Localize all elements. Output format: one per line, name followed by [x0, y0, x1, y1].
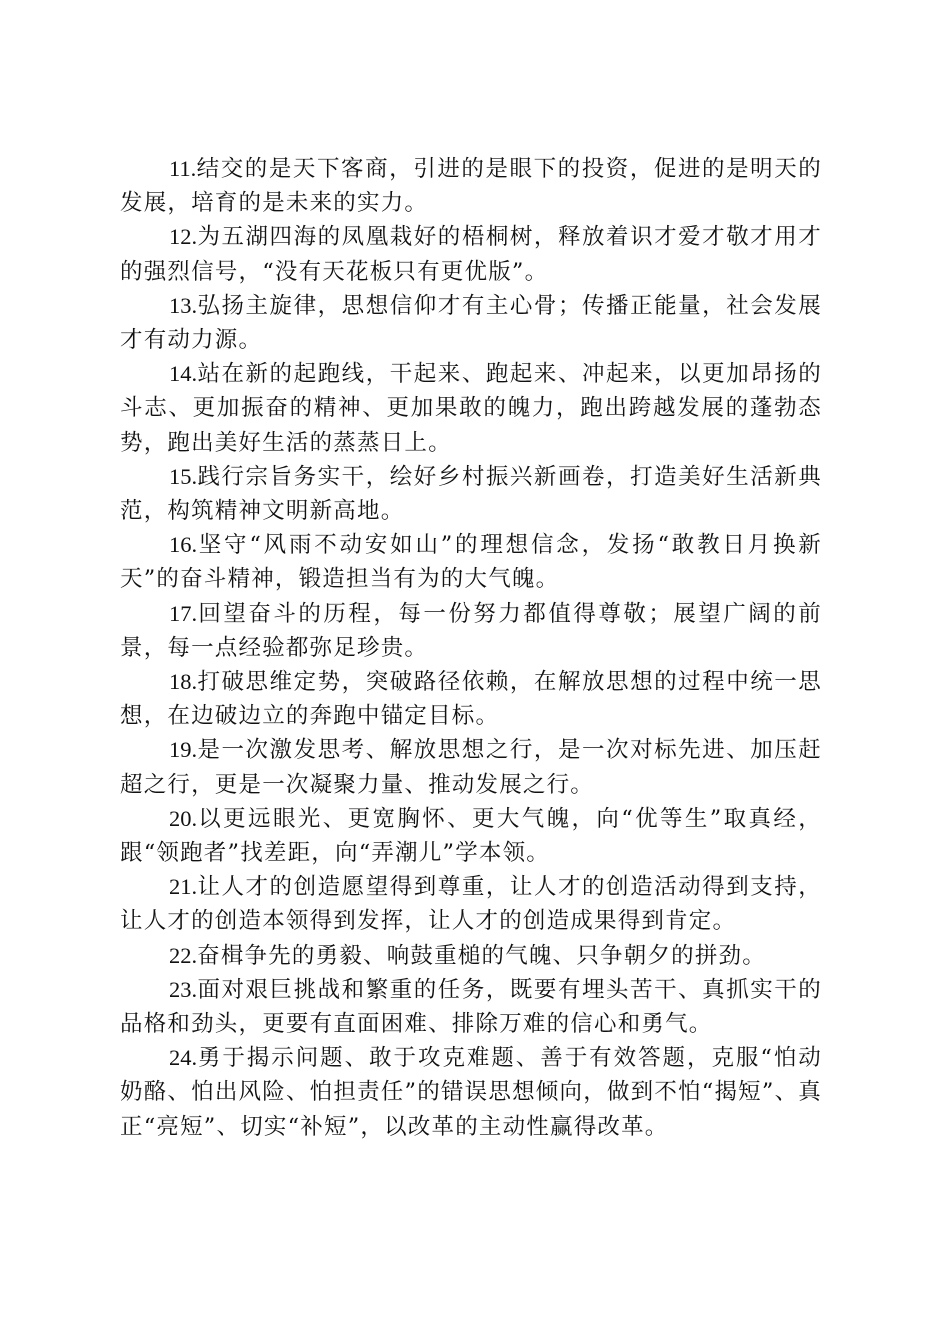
- paragraph-text: 勇于揭示问题、敢于攻克难题、善于有效答题，克服“怕动奶酪、怕出风险、怕担责任”的错误思想倾向，做到不怕“揭短”、真正“亮短”、切实“补短”，以改革的主动性赢得改革。: [120, 1045, 822, 1140]
- paragraph-number: 24.: [169, 1045, 198, 1071]
- paragraph-number: 20.: [169, 805, 198, 831]
- paragraph-number: 13.: [169, 292, 198, 318]
- paragraph-17: [120, 597, 822, 665]
- paragraph-text: 是一次激发思考、解放思想之行，是一次对标先进、加压赶超之行，更是一次凝聚力量、推动发展之行。: [120, 737, 822, 798]
- paragraph-15: [120, 460, 822, 528]
- paragraph-text: 坚守“风雨不动安如山”的理想信念，发扬“敢教日月换新天”的奋斗精神，锻造担当有为的大气魄。: [120, 532, 822, 593]
- paragraph-number: 19.: [169, 737, 198, 763]
- paragraph-text: 让人才的创造愿望得到尊重，让人才的创造活动得到支持，让人才的创造本领得到发挥，让人才的创造成果得到肯定。: [120, 874, 822, 935]
- paragraph-11: [120, 152, 822, 220]
- paragraph-text: 奋楫争先的勇毅、响鼓重槌的气魄、只争朝夕的拼劲。: [197, 942, 766, 969]
- paragraph-22: [120, 939, 822, 973]
- paragraph-number: 16.: [169, 532, 198, 558]
- document-page: [120, 152, 822, 1144]
- paragraph-number: 11.: [169, 156, 197, 181]
- paragraph-number: 17.: [169, 600, 198, 626]
- paragraph-text: 弘扬主旋律，思想信仰才有主心骨；传播正能量，社会发展才有动力源。: [120, 292, 822, 354]
- paragraph-12: [120, 220, 822, 288]
- paragraph-text: 面对艰巨挑战和繁重的任务，既要有埋头苦干、真抓实干的品格和劲头，更要有直面困难、排除万难的信心和勇气。: [120, 976, 822, 1038]
- paragraph-14: [120, 357, 822, 460]
- paragraph-19: [120, 733, 822, 801]
- paragraph-number: 23.: [169, 976, 198, 1002]
- paragraph-23: [120, 973, 822, 1041]
- paragraph-text: 为五湖四海的凤凰栽好的梧桐树，释放着识才爱才敬才用才的强烈信号，“没有天花板只有更优版”。: [120, 224, 822, 285]
- paragraph-text: 打破思维定势，突破路径依赖，在解放思想的过程中统一思想，在边破边立的奔跑中锚定目标。: [120, 669, 822, 730]
- paragraph-text: 以更远眼光、更宽胸怀、更大气魄，向“优等生”取真经，跟“领跑者”找差距，向“弄潮儿”学本领。: [120, 805, 822, 867]
- paragraph-16: [120, 528, 822, 596]
- paragraph-13: [120, 289, 822, 357]
- paragraph-text: 站在新的起跑线，干起来、跑起来、冲起来，以更加昂扬的斗志、更加振奋的精神、更加果敢的魄力，跑出跨越发展的蓬勃态势，跑出美好生活的蒸蒸日上。: [120, 361, 822, 456]
- paragraph-18: [120, 665, 822, 733]
- paragraph-number: 14.: [169, 361, 198, 387]
- paragraph-21: [120, 870, 822, 938]
- paragraph-number: 22.: [169, 942, 198, 968]
- paragraph-number: 15.: [169, 463, 198, 489]
- paragraph-number: 21.: [169, 874, 198, 900]
- paragraph-text: 践行宗旨务实干，绘好乡村振兴新画卷，打造美好生活新典范，构筑精神文明新高地。: [120, 463, 822, 525]
- paragraph-text: 结交的是天下客商，引进的是眼下的投资，促进的是明天的发展，培育的是未来的实力。: [120, 156, 822, 217]
- paragraph-number: 18.: [169, 669, 198, 695]
- paragraph-20: [120, 802, 822, 870]
- paragraph-text: 回望奋斗的历程，每一份努力都值得尊敬；展望广阔的前景，每一点经验都弥足珍贵。: [120, 600, 822, 661]
- paragraph-number: 12.: [169, 224, 198, 250]
- paragraph-24: [120, 1041, 822, 1144]
